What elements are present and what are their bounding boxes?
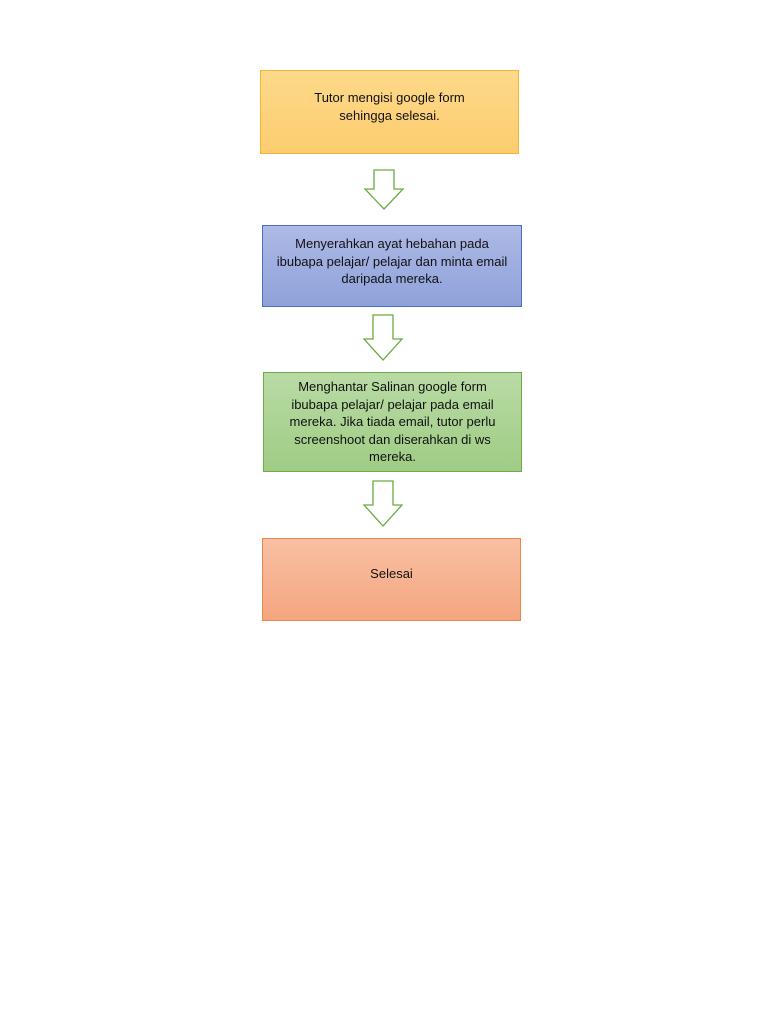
flow-step-2 (262, 225, 522, 307)
flow-step-1 (260, 70, 519, 154)
down-arrow-icon-2 (363, 314, 403, 362)
down-arrow-icon-3 (363, 480, 403, 528)
down-arrow-icon-1 (364, 169, 404, 211)
flow-step-2-text: Menyerahkan ayat hebahan pada ibubapa pelajar/ pelajar dan minta email daripada mereka. (276, 236, 508, 286)
flow-step-4-text: Selesai (370, 566, 413, 581)
flow-step-3-text: Menghantar Salinan google form ibubapa pelajar/ pelajar pada email mereka. Jika tiada email, tutor perlu screenshoot dan diserahkan di ws mereka. (289, 379, 496, 464)
flow-step-1-text: Tutor mengisi google form sehingga selesai. (314, 90, 465, 123)
flow-step-4 (262, 538, 521, 621)
flow-step-3 (263, 372, 522, 472)
